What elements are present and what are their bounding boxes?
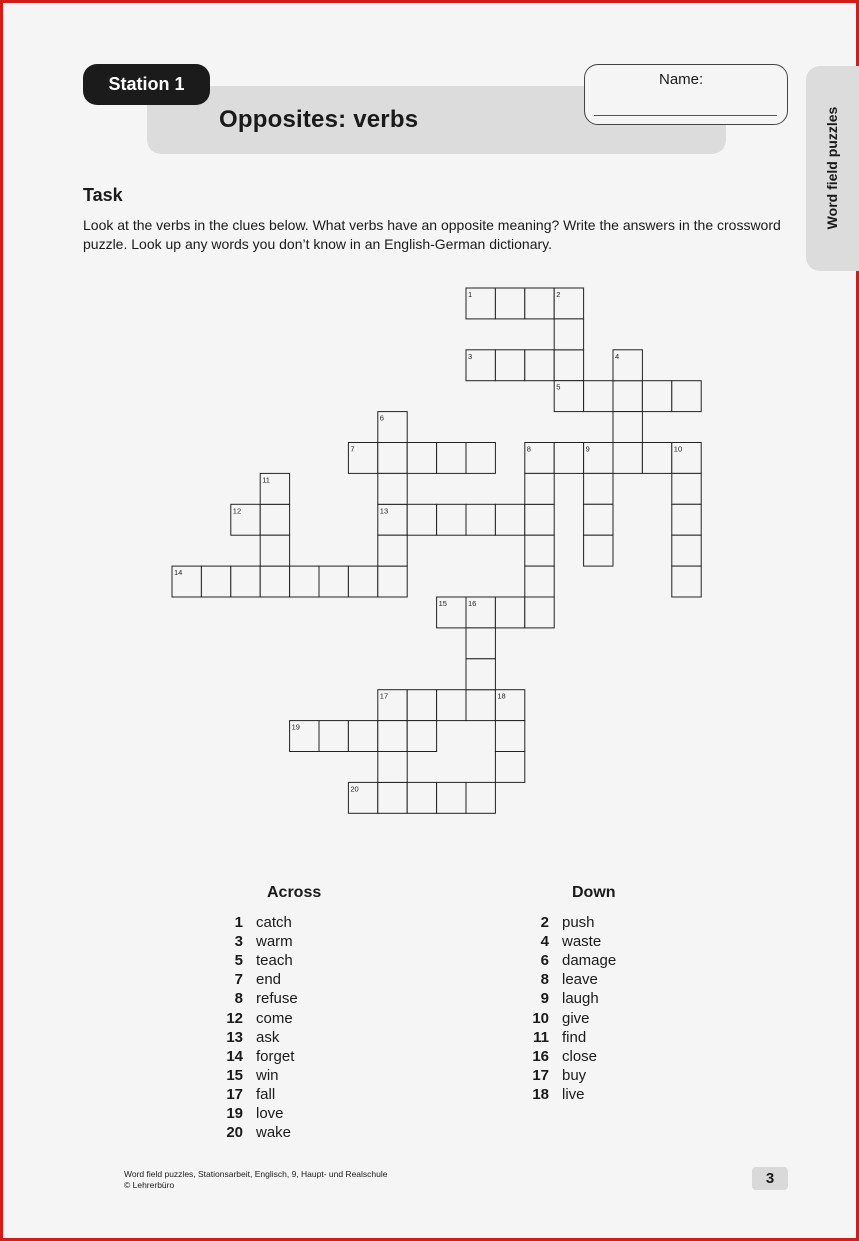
crossword-cell[interactable] bbox=[613, 443, 642, 474]
crossword-cell[interactable] bbox=[437, 443, 466, 474]
cell-number: 17 bbox=[379, 691, 389, 701]
cell-number: 16 bbox=[468, 599, 477, 608]
clue-number: 8 bbox=[234, 990, 243, 1008]
cell-number: 4 bbox=[615, 351, 620, 361]
crossword-cell[interactable] bbox=[525, 504, 554, 535]
cell-number: 13 bbox=[379, 506, 389, 516]
crossword-cell[interactable] bbox=[642, 381, 671, 412]
crossword-cell[interactable] bbox=[407, 443, 436, 474]
crossword-cell[interactable] bbox=[554, 443, 583, 474]
crossword-cell[interactable] bbox=[407, 721, 436, 752]
cell-number: 14 bbox=[174, 568, 183, 578]
crossword-cell[interactable] bbox=[407, 690, 436, 721]
across-heading: Across bbox=[267, 884, 322, 901]
crossword-cell[interactable] bbox=[231, 566, 260, 597]
crossword-cell[interactable] bbox=[613, 381, 642, 412]
crossword-cell[interactable] bbox=[378, 752, 407, 783]
clue-number: 11 bbox=[533, 1028, 549, 1046]
cell-number: 6 bbox=[379, 413, 384, 423]
clue-number: 12 bbox=[226, 1009, 243, 1027]
station-badge: Station 1 bbox=[83, 64, 210, 105]
cell-number: 18 bbox=[497, 691, 506, 701]
crossword-cell[interactable] bbox=[348, 566, 377, 597]
clue-word: love bbox=[256, 1105, 284, 1122]
clue-number: 20 bbox=[226, 1124, 243, 1142]
page-title: Opposites: verbs bbox=[219, 106, 419, 133]
clue-word: come bbox=[256, 1009, 293, 1027]
crossword-cell[interactable] bbox=[584, 504, 613, 535]
clue-number: 10 bbox=[532, 1009, 549, 1027]
crossword-cell[interactable] bbox=[525, 597, 554, 628]
footer-line: Word field puzzles, Stationsarbeit, Englisch, 9, Haupt- und Realschule bbox=[124, 1169, 388, 1179]
clue-number: 17 bbox=[532, 1066, 549, 1084]
cell-number: 1 bbox=[468, 290, 473, 299]
crossword-cell[interactable] bbox=[525, 350, 554, 381]
crossword-cell[interactable] bbox=[525, 535, 554, 566]
crossword-cell[interactable] bbox=[348, 721, 377, 752]
crossword-cell[interactable] bbox=[495, 597, 524, 628]
task-instructions: Look at the verbs in the clues below. What verbs have an opposite meaning? Write the answers in the crossword puzzle. Look up any words you don’t know in an English-German dictionary. bbox=[83, 217, 781, 252]
down-heading: Down bbox=[572, 884, 616, 901]
crossword-cell[interactable] bbox=[525, 473, 554, 504]
footer-credit bbox=[124, 1169, 387, 1191]
clue-word: win bbox=[256, 1066, 279, 1084]
clue-word: live bbox=[562, 1085, 585, 1103]
crossword-cell[interactable] bbox=[672, 504, 701, 535]
crossword-cell[interactable] bbox=[495, 504, 524, 535]
crossword-cell[interactable] bbox=[466, 690, 495, 721]
clue-word: wake bbox=[256, 1124, 292, 1142]
crossword-cell[interactable] bbox=[554, 350, 583, 381]
clue-word: warm bbox=[256, 933, 293, 951]
cell-number: 12 bbox=[232, 506, 242, 516]
clue-word: close bbox=[562, 1047, 598, 1065]
crossword-cell[interactable] bbox=[437, 690, 466, 721]
cell-number: 15 bbox=[438, 599, 447, 608]
cell-number: 8 bbox=[526, 444, 531, 454]
side-tab-label: Word field puzzles bbox=[824, 106, 840, 230]
crossword-cell[interactable] bbox=[378, 721, 407, 752]
clue-number: 15 bbox=[226, 1066, 243, 1084]
crossword-cell[interactable] bbox=[378, 443, 407, 474]
clue-word: give bbox=[562, 1009, 590, 1027]
crossword-cell[interactable] bbox=[584, 381, 613, 412]
crossword-cell[interactable] bbox=[584, 535, 613, 566]
crossword-cell[interactable] bbox=[584, 473, 613, 504]
crossword-cell[interactable] bbox=[201, 566, 230, 597]
crossword-cell[interactable] bbox=[466, 628, 495, 659]
crossword-cell[interactable] bbox=[319, 721, 348, 752]
crossword-cell[interactable] bbox=[290, 566, 319, 597]
footer-copyright: © Lehrerbüro bbox=[124, 1180, 175, 1190]
cell-number: 3 bbox=[468, 351, 473, 361]
crossword-cell[interactable] bbox=[466, 659, 495, 690]
crossword-cell[interactable] bbox=[613, 412, 642, 443]
cell-number: 9 bbox=[585, 444, 590, 454]
crossword-cell[interactable] bbox=[466, 504, 495, 535]
clue-word: refuse bbox=[256, 990, 298, 1008]
clue-word: forget bbox=[256, 1047, 295, 1065]
clue-number: 18 bbox=[532, 1085, 549, 1103]
crossword-cell[interactable] bbox=[642, 443, 671, 474]
clue-word: fall bbox=[256, 1085, 276, 1103]
crossword-cell[interactable] bbox=[378, 535, 407, 566]
crossword-cell[interactable] bbox=[495, 350, 524, 381]
clue-number: 4 bbox=[540, 933, 549, 951]
crossword-cell[interactable] bbox=[378, 566, 407, 597]
clue-word: catch bbox=[256, 914, 292, 931]
clue-word: end bbox=[256, 971, 282, 989]
crossword-cell[interactable] bbox=[525, 566, 554, 597]
crossword-cell[interactable] bbox=[407, 504, 436, 535]
clue-number: 8 bbox=[540, 971, 549, 989]
cell-number: 10 bbox=[673, 444, 683, 454]
cell-number: 11 bbox=[262, 475, 270, 485]
crossword-cell[interactable] bbox=[260, 504, 289, 535]
crossword-cell[interactable] bbox=[260, 566, 289, 597]
clue-number: 6 bbox=[540, 952, 549, 970]
crossword-cell[interactable] bbox=[672, 473, 701, 504]
crossword-cell[interactable] bbox=[495, 752, 524, 783]
clue-number: 16 bbox=[532, 1047, 549, 1065]
crossword-cell[interactable] bbox=[554, 319, 583, 350]
clue-word: laugh bbox=[562, 990, 599, 1008]
task-heading: Task bbox=[83, 185, 123, 205]
clue-word: damage bbox=[562, 952, 617, 970]
crossword-cell[interactable] bbox=[260, 535, 289, 566]
crossword-cell[interactable] bbox=[437, 782, 466, 813]
crossword-cell[interactable] bbox=[672, 535, 701, 566]
clue-number: 5 bbox=[234, 952, 243, 970]
clue-number: 13 bbox=[226, 1028, 243, 1046]
crossword-cell[interactable] bbox=[466, 782, 495, 813]
crossword-cell[interactable] bbox=[378, 473, 407, 504]
crossword-cell[interactable] bbox=[672, 381, 701, 412]
crossword-cell[interactable] bbox=[466, 443, 495, 474]
crossword-cell[interactable] bbox=[319, 566, 348, 597]
cell-number: 5 bbox=[556, 382, 561, 392]
crossword-cell[interactable] bbox=[437, 504, 466, 535]
name-label: Name: bbox=[659, 71, 704, 88]
cell-number: 20 bbox=[350, 784, 359, 794]
clue-word: leave bbox=[562, 971, 598, 989]
clue-number: 14 bbox=[226, 1047, 243, 1065]
cell-number: 19 bbox=[291, 722, 300, 732]
clue-word: teach bbox=[256, 952, 293, 970]
clue-number: 19 bbox=[226, 1105, 243, 1122]
clue-word: push bbox=[562, 914, 595, 931]
crossword-cell[interactable] bbox=[495, 721, 524, 752]
clue-number: 17 bbox=[226, 1085, 243, 1103]
clue-word: ask bbox=[256, 1028, 280, 1046]
clue-number: 1 bbox=[234, 914, 243, 931]
clue-word: find bbox=[562, 1028, 587, 1046]
crossword-cell[interactable] bbox=[378, 782, 407, 813]
clue-number: 3 bbox=[234, 933, 243, 951]
page-number: 3 bbox=[752, 1167, 788, 1190]
clue-number: 9 bbox=[540, 990, 549, 1008]
clue-number: 7 bbox=[234, 971, 243, 989]
clue-word: waste bbox=[562, 933, 602, 951]
cell-number: 2 bbox=[556, 290, 561, 299]
crossword-cell[interactable] bbox=[495, 288, 524, 319]
clue-number: 2 bbox=[540, 914, 549, 931]
crossword-cell[interactable] bbox=[525, 288, 554, 319]
crossword-cell[interactable] bbox=[407, 782, 436, 813]
clue-word: buy bbox=[562, 1066, 587, 1084]
crossword-cell[interactable] bbox=[672, 566, 701, 597]
cell-number: 7 bbox=[350, 444, 355, 454]
